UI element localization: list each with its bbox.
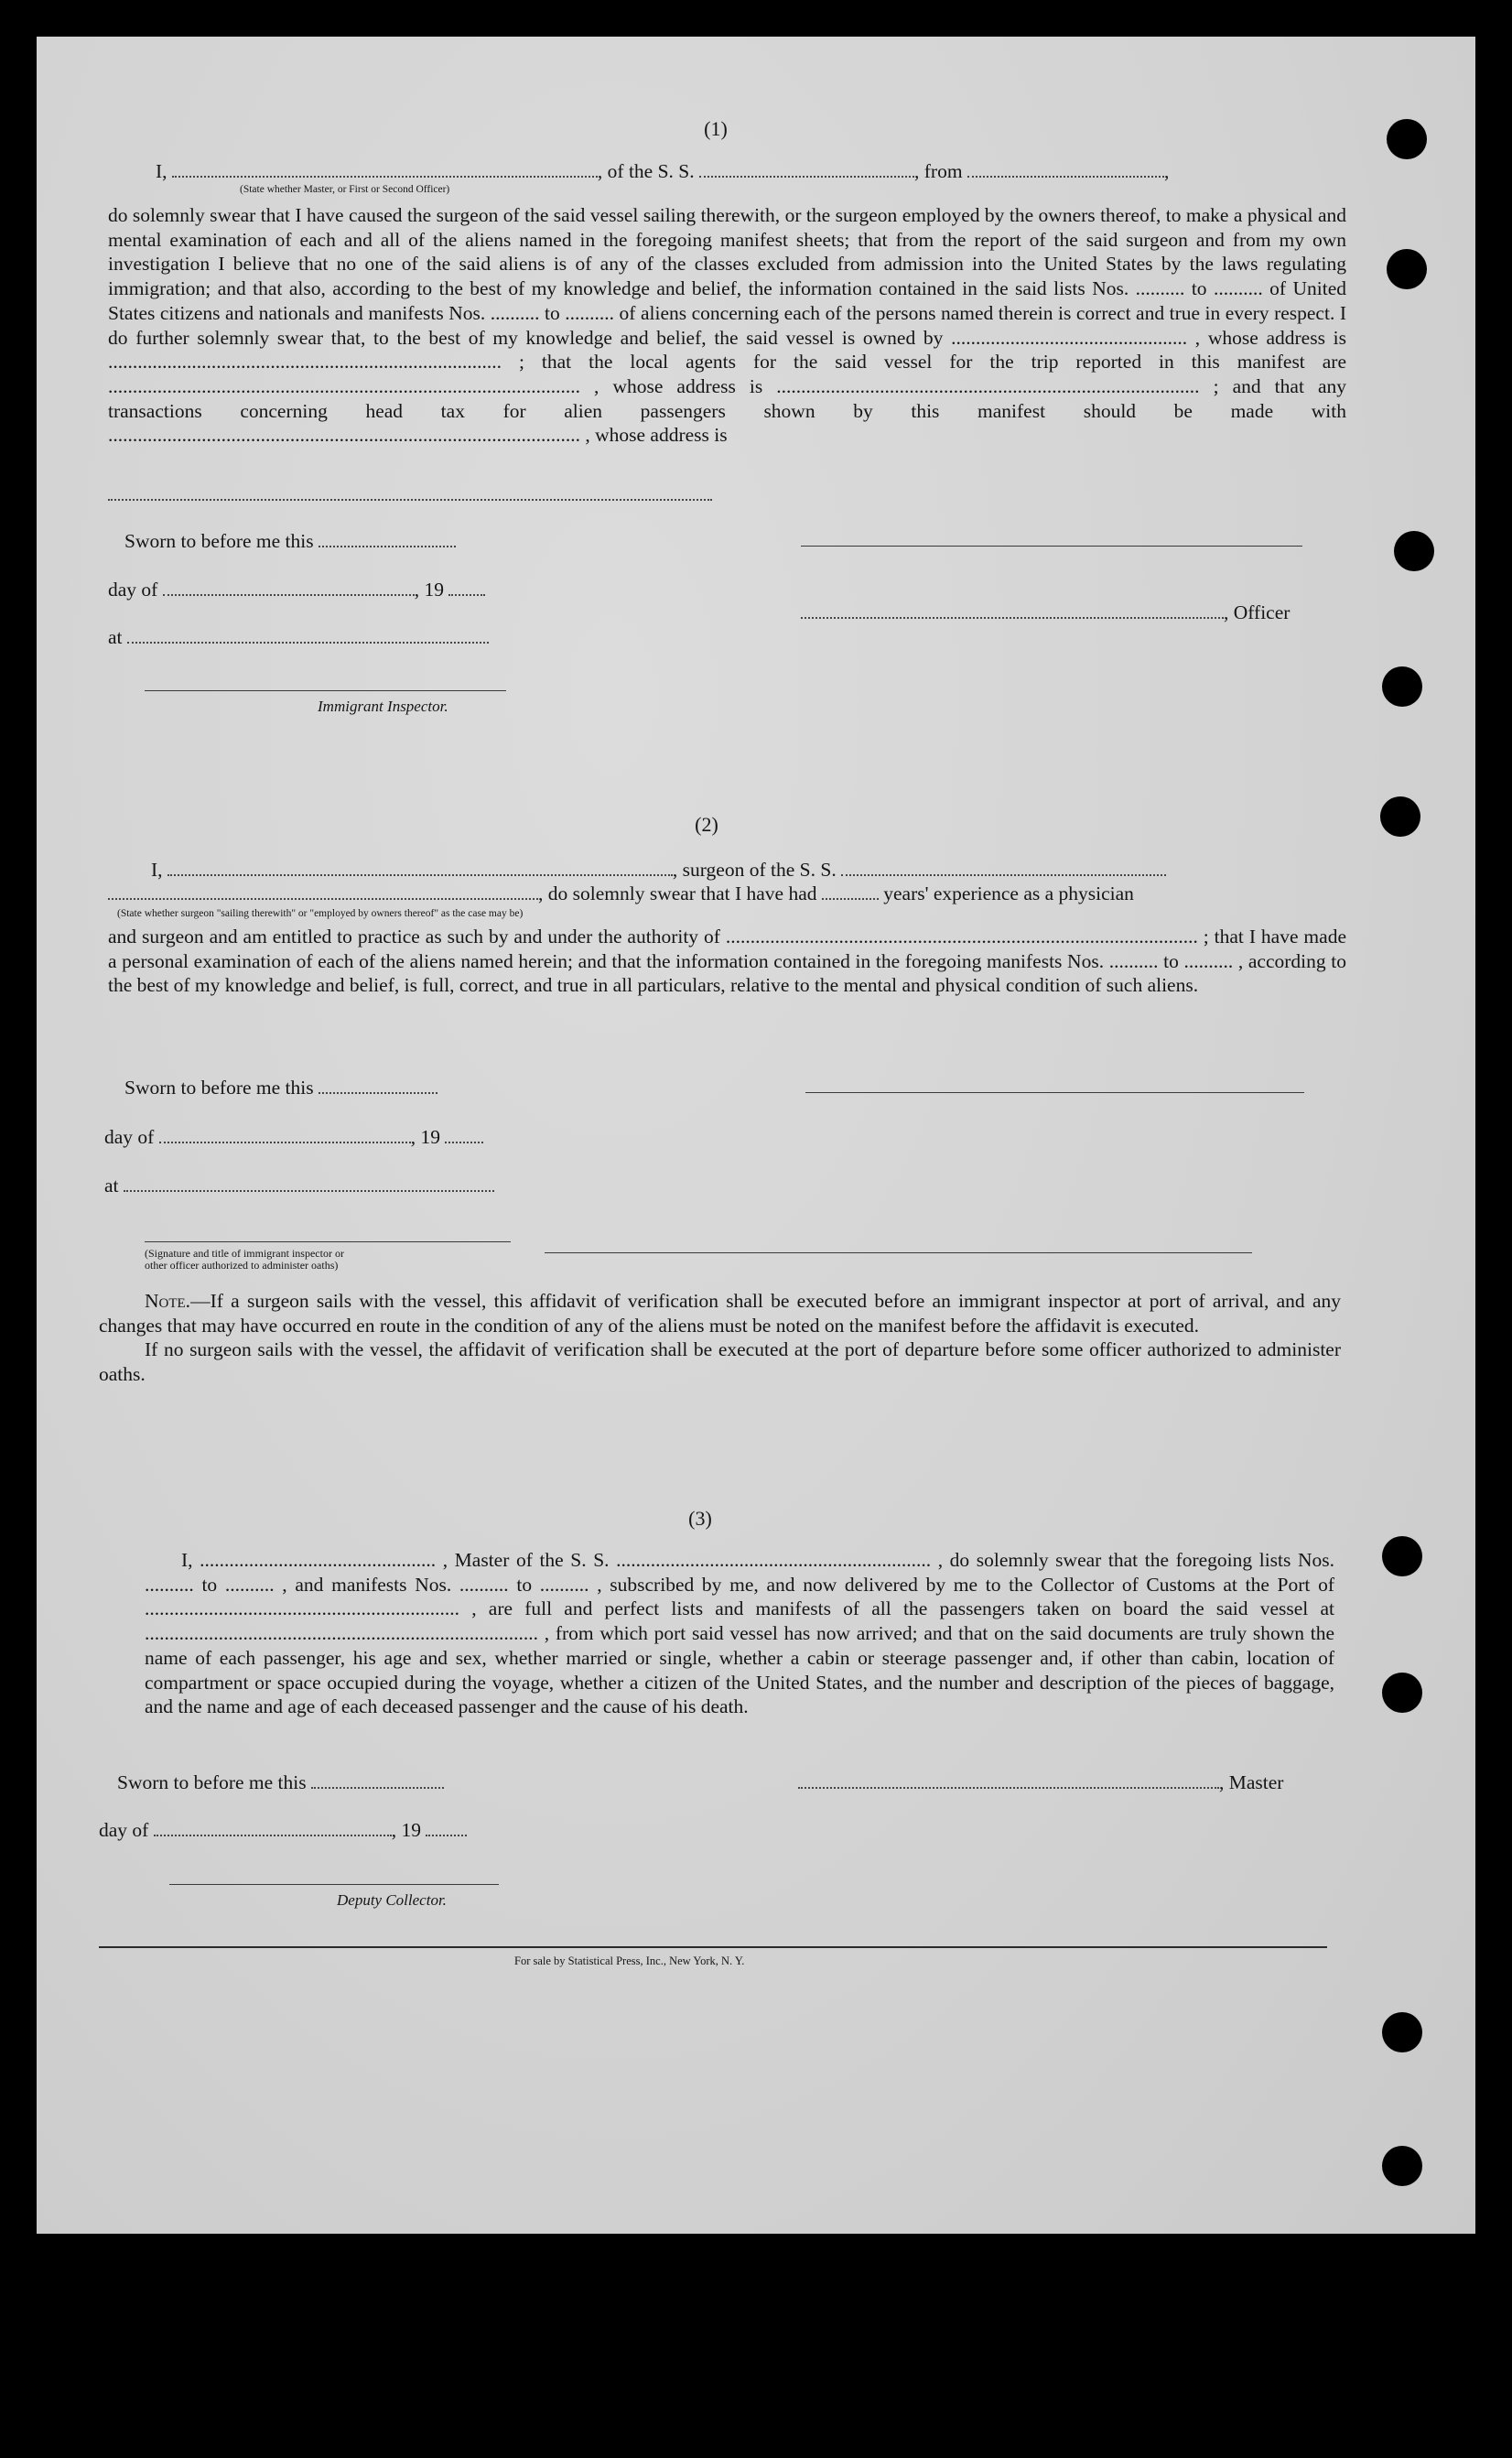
place-field[interactable]	[127, 625, 489, 644]
sworn-label: Sworn to before me this	[124, 1076, 437, 1099]
punch-hole	[1382, 1673, 1422, 1713]
year-field[interactable]	[445, 1125, 483, 1143]
officer-field[interactable]	[801, 601, 1224, 619]
punch-hole	[1380, 796, 1420, 837]
sworn-label: Sworn to before me this	[124, 529, 456, 553]
punch-hole	[1382, 666, 1422, 707]
from-label: , from	[914, 160, 963, 182]
section-2-second-line: , do solemnly swear that I have had years' experience as a physician	[108, 882, 1134, 905]
printer-credit: For sale by Statistical Press, Inc., New York, N. Y.	[514, 1954, 745, 1967]
punch-hole	[1382, 2146, 1422, 2186]
punch-hole	[1382, 1536, 1422, 1576]
note-text: Note.—If a surgeon sails with the vessel, this affidavit of verification shall be executed before an immigrant inspector at port of arrival, and any changes that may have occurred en route in the condition of any of the aliens must be noted on the manifest before the affidavit is executed. If no surgeon sails with the vessel, the affidavit of verification shall be executed at the port of departure before some officer authorized to administer oaths.	[99, 1290, 1341, 1386]
section-1-number: (1)	[704, 117, 728, 140]
vessel-name-field[interactable]	[841, 858, 1166, 876]
punch-hole	[1394, 531, 1434, 571]
section-3-number: (3)	[688, 1507, 712, 1530]
document-page	[37, 37, 1475, 2234]
officer-line: , Officer	[801, 601, 1290, 624]
rank-caption: (State whether Master, or First or Second Officer)	[240, 184, 450, 195]
vessel-name-field[interactable]	[699, 159, 914, 178]
footer-rule	[99, 1946, 1327, 1948]
punch-hole	[1387, 119, 1427, 159]
punch-hole	[1382, 2012, 1422, 2052]
rank-field[interactable]	[172, 159, 598, 178]
note-label: Note.	[145, 1290, 191, 1312]
day-of-line: day of , 19	[104, 1125, 483, 1149]
master-line: , Master	[798, 1770, 1283, 1794]
master-signature-field[interactable]	[798, 1770, 1219, 1789]
at-line: at	[108, 625, 489, 649]
place-field[interactable]	[124, 1174, 494, 1192]
section-2-first-line: I, , surgeon of the S. S.	[151, 858, 1166, 882]
day-of-line: day of , 19	[108, 578, 485, 601]
years-field[interactable]	[822, 882, 879, 900]
signature-line[interactable]	[801, 546, 1302, 547]
signature-line-right[interactable]	[545, 1252, 1252, 1253]
section-1-oath-text: do solemnly swear that I have caused the surgeon of the said vessel sailing therewith, or the surgeon employed by the owners thereof, to make a physical and mental examination of each and all of the aliens named in the foregoing manifest sheets; that from the report of the said surgeon and from my own investigation I believe that no one of the said aliens is of any of the classes excluded from admission into the United States by the laws regulating immigration; and that also, according to the best of my knowledge and belief, the information contained in the said lists Nos. .......... to .......... of United States citizens and nationals and manifests Nos. .......... to .......... of aliens concerning each of the persons named therein is correct and true in every respect. I do further solemnly swear that, to the best of my knowledge and belief, the said vessel is owned by ................................................ , whose address is ................................................................................ ; that the local agents for the said vessel for the trip reported in this manifest are ................................................................................................ , whose address is ...................................................................................... ; and that any transactions concerning head tax for alien passengers shown by this manifest should be made with ................................................................................................ , whose address is	[108, 204, 1346, 447]
address-continuation-line	[108, 499, 712, 501]
section-2-number: (2)	[695, 813, 718, 836]
inspector-caption: Immigrant Inspector.	[318, 698, 448, 715]
year-field[interactable]	[448, 578, 485, 596]
surgeon-name-field[interactable]	[167, 858, 673, 876]
day-of-line: day of , 19	[99, 1818, 467, 1842]
inspector-signature-line[interactable]	[145, 690, 506, 691]
signature-caption: other officer authorized to administer oaths)	[145, 1259, 339, 1272]
section-1-first-line: I, , of the S. S. , from ,	[156, 160, 1170, 182]
of-ss-label: , of the S. S.	[597, 160, 695, 182]
from-port-field[interactable]	[967, 159, 1164, 178]
punch-hole	[1387, 249, 1427, 289]
section-2-oath-text: and surgeon and am entitled to practice as such by and under the authority of ................................................................................................ ; that I have made a personal examination of each of the aliens named herein; and that the information contained in the foregoing manifests Nos. .......... to .......... , according to the best of my knowledge and belief, is full, correct, and true in all particulars, relative to the mental and physical condition of such aliens.	[108, 926, 1346, 997]
year-field[interactable]	[426, 1818, 467, 1836]
day-field[interactable]	[159, 1125, 411, 1143]
inspector-signature-line[interactable]	[145, 1241, 511, 1242]
i-label: I,	[156, 160, 167, 182]
collector-signature-line[interactable]	[169, 1884, 499, 1885]
at-line: at	[104, 1174, 494, 1197]
section-3-oath-text: I, ................................................ , Master of the S. S. ................................................................ , do solemnly swear that the foregoing lists Nos. .......... to .......... , and manifests Nos. .......... to .......... , subscribed by me, and now delivered by me to the Collector of Customs at the Port of ................................................................ , are full and perfect lists and manifests of all the passengers taken on board the said vessel at ................................................................................ , from which port said vessel has now arrived; and that on the said documents are truly shown the name of each passenger, his age and sex, whether married or single, whether a cabin or steerage passenger and, if other than cabin, location of compartment or space occupied during the voyage, whether a citizen of the United States, and the number and description of the pieces of baggage, and the name and age of each deceased passenger and the cause of his death.	[145, 1549, 1334, 1718]
surgeon-caption: (State whether surgeon "sailing therewith" or "employed by owners thereof" as the case may be)	[117, 908, 524, 919]
day-field[interactable]	[163, 578, 415, 596]
sworn-label: Sworn to before me this	[117, 1770, 444, 1794]
day-field[interactable]	[154, 1818, 392, 1836]
signature-line[interactable]	[805, 1092, 1304, 1093]
deputy-collector-caption: Deputy Collector.	[337, 1891, 447, 1909]
surgeon-status-field[interactable]	[108, 882, 538, 900]
signature-caption: (Signature and title of immigrant inspector or	[145, 1247, 344, 1260]
